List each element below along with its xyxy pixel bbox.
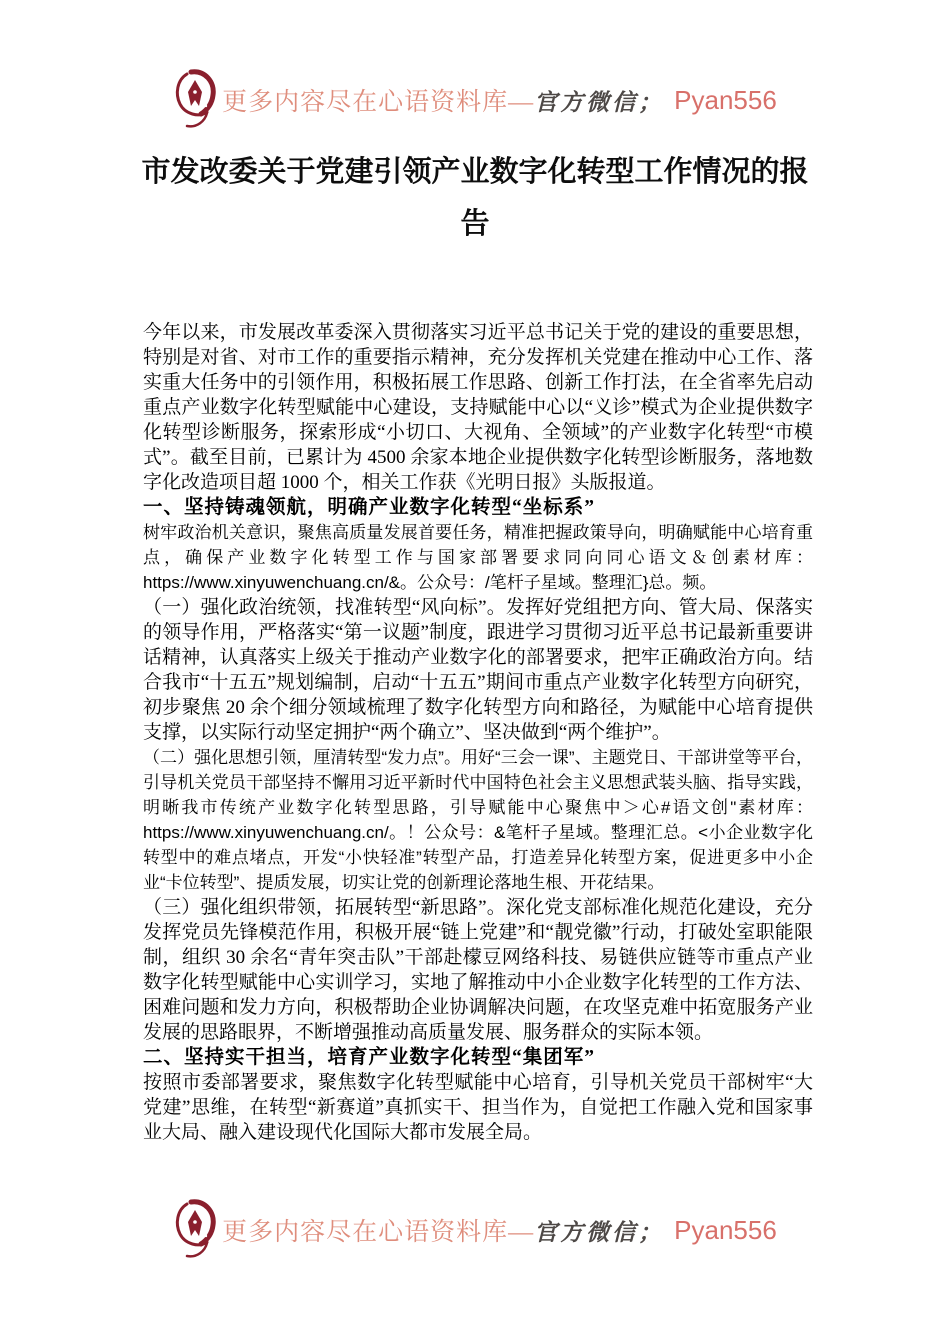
section-1-item-1-paragraph: （一）强化政治统领，找准转型“风向标”。发挥好党组把方向、管大局、保落实的领导作用，严格落实“第一议题”制度，跟进学习贯彻习近平总书记最新重要讲话精神，认真落实上级关于推动产业数字化的部署要求，把牢正确政治方向。结合我市“十五五”规划编制，启动“十五五”期间市重点产业数字化转型方向研究，初步聚焦 20 余个细分领域梳理了数字化转型方向和路径，为赋能中心培育提供支撑，以实际行动坚定拥护“两个确立”、坚决做到“两个维护”。 [143,597,813,743]
intro-paragraph: 今年以来，市发展改革委深入贯彻落实习近平总书记关于党的建设的重要思想，特别是对省、对市工作的重要指示精神，充分发挥机关党建在推动中心工作、落实重大任务中的引领作用，积极拓展工作思路、创新工作打法，在全省率先启动重点产业数字化转型赋能中心建设，支持赋能中心以“义诊”模式为企业提供数字化转型诊断服务，探索形成“小切口、大视角、全领域”的产业数字化转型“市模式”。截至目前，已累计为 4500 余家本地企业提供数字化转型诊断服务，落地数字化改造项目超 1000 个，相关工作获《光明日报》头版报道。 [143,322,813,493]
watermark-header [0,68,950,132]
section-2-heading: 二、坚持实干担当，培育产业数字化转型“集团军” [143,1047,596,1068]
document-body [143,320,813,1145]
section-1-item-3-paragraph: （三）强化组织带领，拓展转型“新思路”。深化党支部标准化规范化建设，充分发挥党员先锋模范作用，积极开展“链上党建”和“靓党徽”行动，打破处室职能限制，组织 30 余名“青年突击队”干部赴檬豆网络科技、易链供应链等市重点产业数字化转型赋能中心实训学习，实地了解推动中小企业数字化转型的工作方法、困难问题和发力方向，积极帮助企业协调解决问题，在攻坚克难中拓宽服务产业发展的思路眼界，不断增强推动高质量发展、服务群众的实际本领。 [143,897,813,1043]
document-title: 市发改委关于党建引领产业数字化转型工作情况的报告 [141,156,809,240]
watermark-wechat-label: 官方微信； [534,1219,665,1245]
watermark-footer [0,1198,950,1262]
watermark-wechat-label: 官方微信； [534,89,665,115]
watermark-text: 更多内容尽在心语资料库— [222,89,535,116]
section-1-item-2-paragraph: （二）强化思想引领，厘清转型“发力点”。用好“三会一课”、主题党日、干部讲堂等平台，引导机关党员干部坚持不懈用习近平新时代中国特色社会主义思想武装头脑、指导实践，明晰我市传统产业数字化转型思路，引导赋能中心聚焦中＞心#语文创"素材库：https://www.xinyuwenchuang.cn/。！公众号：&笔杆子星域。整理汇总。<小企业数字化转型中的难点堵点，开发“小快轻准”转型产品，打造差异化转型方案，促进更多中小企业“卡位转型”、提质发展，切实让党的创新理论落地生根、开花结果。 [143,748,813,892]
section-2-lead-paragraph: 按照市委部署要求，聚焦数字化转型赋能中心培育，引导机关党员干部树牢“大党建”思维，在转型“新赛道”真抓实干、担当作为，自觉把工作融入党和国家事业大局、融入建设现代化国际大都市发展全局。 [143,1072,813,1143]
section-1-lead-paragraph: 树牢政治机关意识，聚焦高质量发展首要任务，精准把握政策导向，明确赋能中心培育重点，确保产业数字化转型工作与国家部署要求同向同心语文＆创素材库：https://www.xinyuwenchuang.cn/&。公众号：/笔杆子星域。整理汇}总。频。 [143,523,813,592]
watermark-wechat-id: Pyan556 [674,1214,777,1245]
pen-swirl-logo-icon [173,68,217,132]
section-1-heading: 一、坚持铸魂领航，明确产业数字化转型“坐标系” [143,497,596,518]
watermark-wechat-id: Pyan556 [674,84,777,115]
watermark-text: 更多内容尽在心语资料库— [222,1219,535,1246]
pen-swirl-logo-icon [173,1198,217,1262]
